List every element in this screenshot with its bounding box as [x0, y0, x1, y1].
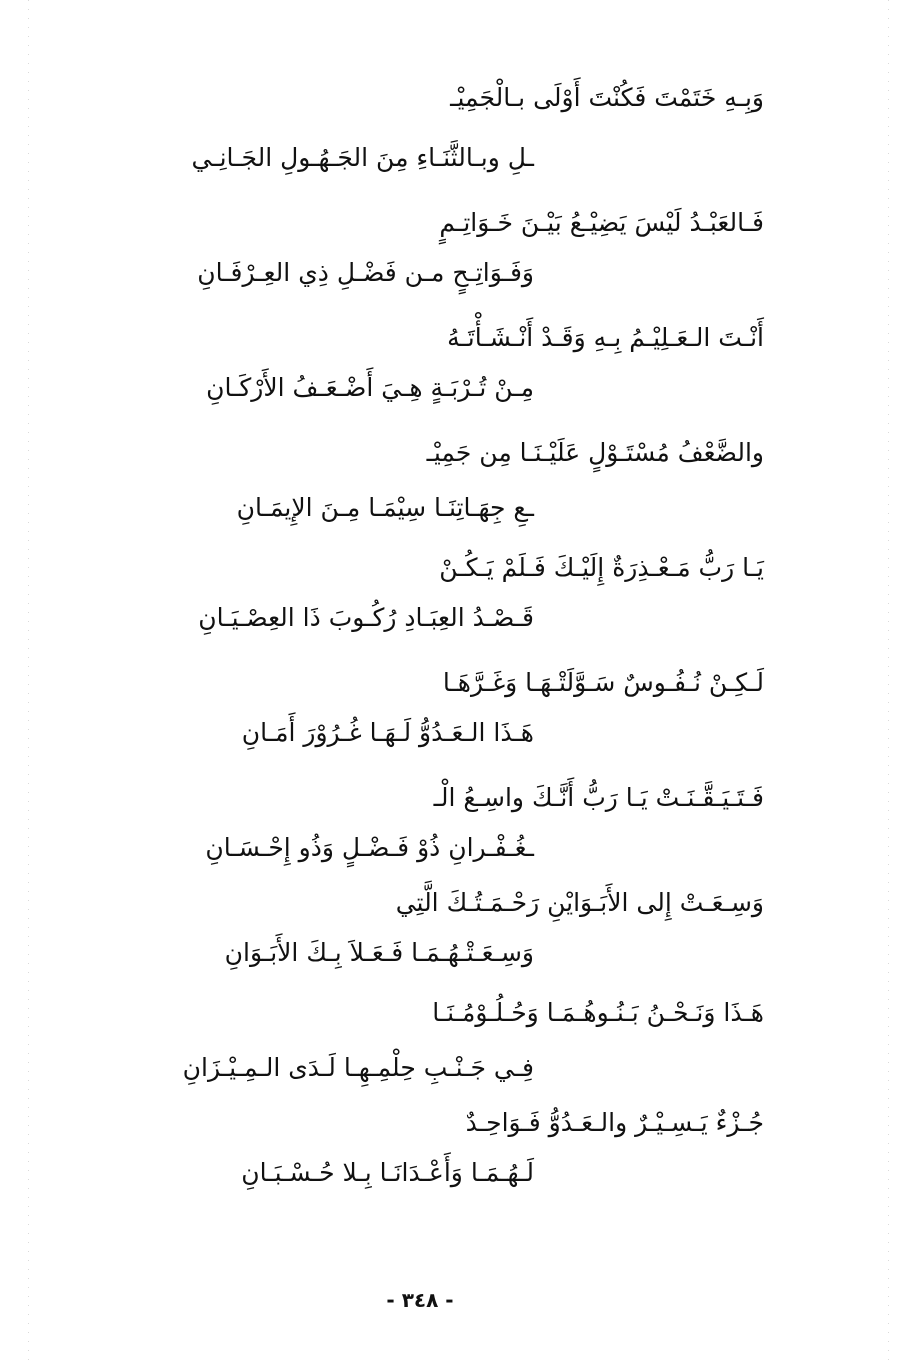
- hemistich-second-4: ـعِ جِهَـاتِنَـا سِيْمَـا مِـنَ الإِيمَـانِ: [236, 493, 534, 522]
- hemistich-first-10: جُـزْءٌ يَـسِـيْـرٌ والـعَـدُوُّ فَـوَاحِـدٌ: [465, 1108, 764, 1137]
- hemistich-second-3: مِـنْ تُـرْبَـةٍ هِـيَ أَضْـعَـفُ الأَرْكَـانِ: [206, 373, 534, 402]
- hemistich-second-2: وَفَـوَاتِـحٍ مـن فَضْـلِ ذِي العِـرْفَـانِ: [197, 258, 534, 287]
- hemistich-second-1: ـلِ وبـالثَّنَـاءِ مِنَ الجَـهُـولِ الجَـانِـي: [191, 143, 534, 172]
- hemistich-first-1: وَبِـهِ خَتَمْتَ فَكُنْتَ أَوْلَى بـالْجَمِيْـ: [450, 83, 764, 112]
- hemistich-second-10: لَـهُـمَـا وَأَعْـدَانَـا بِـلا حُـسْـبَـانِ: [241, 1158, 534, 1187]
- hemistich-first-2: فَـالعَبْـدُ لَيْسَ يَضِيْـعُ بَيْـنَ خَـوَاتِـمٍ: [439, 208, 764, 237]
- hemistich-first-8: وَسِـعَـتْ إِلى الأَبَـوَايْنِ رَحْـمَـتُـكَ الَّتِي: [395, 888, 764, 917]
- hemistich-first-3: أَنْـتَ الـعَـلِيْـمُ بِـهِ وَقَـدْ أَنْـشَـأْتَـهُ: [447, 323, 764, 352]
- hemistich-first-9: هَـذَا وَنَـحْـنُ بَـنُـوهُـمَـا وَحُـلُـوْمُـنَـا: [432, 998, 764, 1027]
- hemistich-second-8: وَسِـعَـتْـهُـمَـا فَـعَـلاَ بِـكَ الأَبَـوَانِ: [224, 938, 534, 967]
- hemistich-second-9: فِـي جَـنْـبِ حِلْمِـهِـا لَـدَى الـمِـيْـزَانِ: [182, 1053, 534, 1082]
- hemistich-second-6: هَـذَا الـعَـدُوُّ لَـهَـا غُـرُوْرَ أَمَـانِ: [241, 718, 534, 747]
- hemistich-first-4: والضَّعْفُ مُسْتَـوْلٍ عَلَيْـنَـا مِن جَمِيْـ: [426, 438, 764, 467]
- hemistich-first-5: يَـا رَبُّ مَـعْـذِرَةٌ إِلَيْـكَ فَـلَمْ يَـكُـنْ: [439, 553, 764, 582]
- hemistich-first-7: فَـتَـيَـقَّـنَـتْ يَـا رَبُّ أَنَّـكَ واسِـعُ الْـ: [433, 783, 764, 812]
- hemistich-second-5: قَـصْـدُ العِبَـادِ رُكُـوبَ ذَا العِصْـيَـانِ: [198, 603, 534, 632]
- hemistich-first-6: لَـكِـنْ نُـفُـوسٌ سَـوَّلَتْـهَـا وَغَـرَّهَـا: [442, 668, 764, 697]
- hemistich-second-7: ـغُـفْـرانِ ذُوْ فَـضْـلٍ وَذُو إِحْـسَـانِ: [205, 833, 534, 862]
- page-number: - ٣٤٨ -: [386, 1288, 454, 1312]
